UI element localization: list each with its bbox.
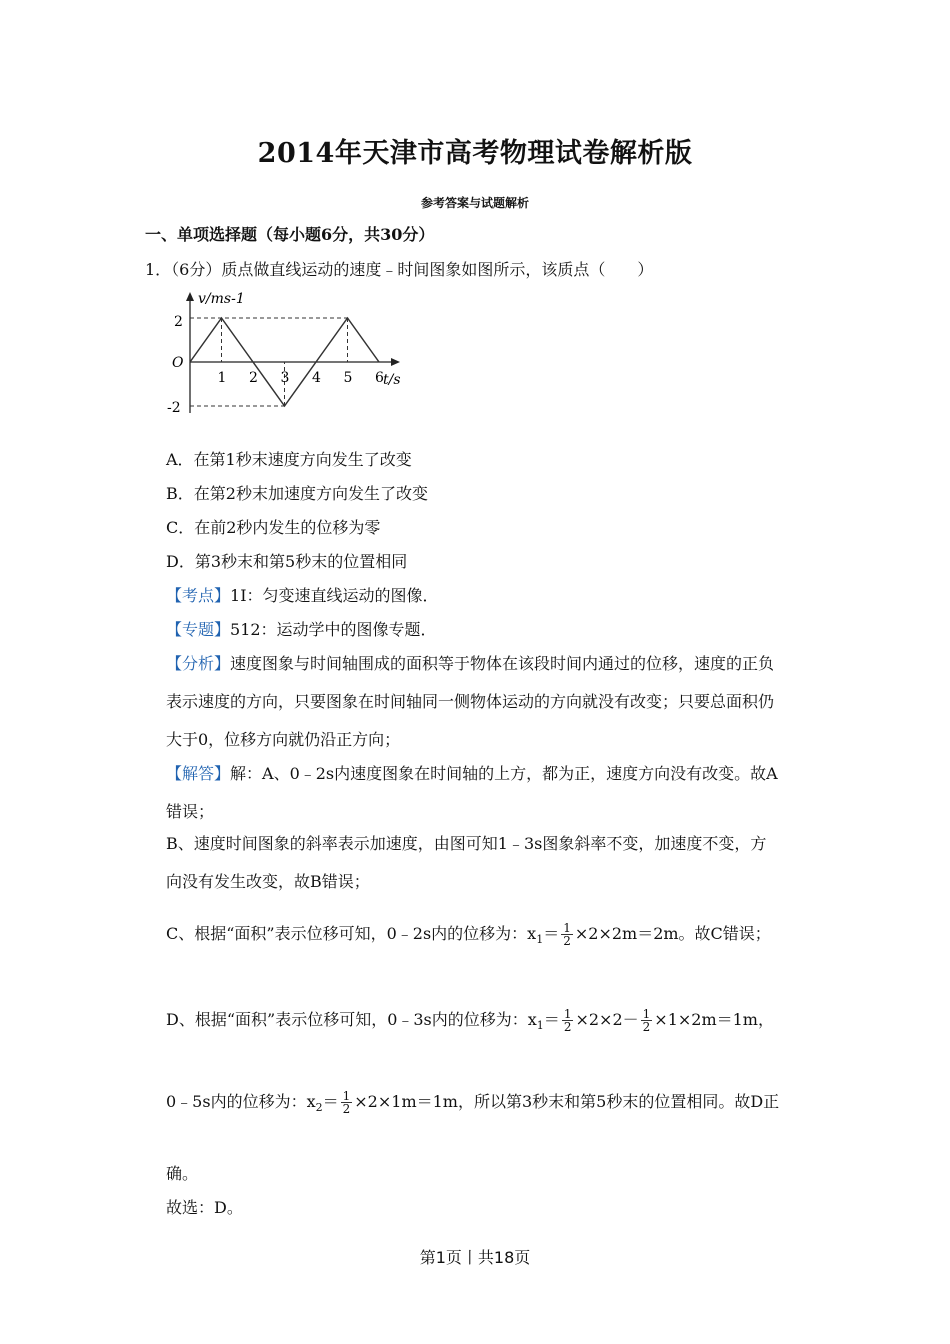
origin-label: O xyxy=(172,355,184,371)
answer-line: 故选：D。 xyxy=(166,1198,243,1217)
x-tick-label: 4 xyxy=(312,370,321,386)
e-result: ×2×1m＝1m，所以第3秒末和第5秒末的位置相同。故D正 xyxy=(354,1092,780,1111)
e-fraction: $\frac{1}{2}$ xyxy=(342,1089,351,1116)
c-equals: ＝ xyxy=(543,924,560,943)
x-axis-label: t/s xyxy=(383,372,401,388)
c-subscript: 1 xyxy=(536,933,544,947)
option-c: C．在前2秒内发生的位移为零 xyxy=(166,518,381,537)
d-text: D、根据“面积”表示位移可知，0﹣3s内的位移为：x xyxy=(166,1010,537,1029)
d-fraction-1: $\frac{1}{2}$ xyxy=(563,1007,572,1034)
jieda-line-4: 向没有发生改变，故B错误； xyxy=(166,872,370,891)
page-footer: 第1页丨共18页 xyxy=(419,1248,531,1267)
d-equals: ＝ xyxy=(543,1010,560,1029)
velocity-time-graph xyxy=(160,288,410,423)
c-fraction: $\frac{1}{2}$ xyxy=(563,921,571,948)
kaodian-line xyxy=(166,586,439,606)
jieda-text-1: 解：A、0﹣2s内速度图象在时间轴的上方，都为正，速度方向没有改变。故A xyxy=(230,764,778,783)
jieda-line-1 xyxy=(166,764,778,784)
option-b: B．在第2秒末加速度方向发生了改变 xyxy=(166,484,428,503)
y-tick-label-neg2: -2 xyxy=(167,400,181,416)
e-equals: ＝ xyxy=(322,1092,339,1111)
fenxi-text-1: 速度图象与时间轴围成的面积等于物体在该段时间内通过的位移，速度的正负 xyxy=(230,654,775,673)
section-heading: 一、单项选择题（每小题6分，共30分） xyxy=(145,225,435,244)
fenxi-line-1 xyxy=(166,654,774,674)
zhuanti-line xyxy=(166,620,437,640)
page-subtitle: 参考答案与试题解析 xyxy=(420,196,529,210)
d-subscript: 1 xyxy=(536,1019,544,1033)
x-tick-label: 6 xyxy=(375,370,384,386)
zhuanti-text: 512：运动学中的图像专题． xyxy=(230,620,437,639)
fenxi-line-3: 大于0，位移方向就仍沿正方向； xyxy=(166,730,401,749)
jieda-line-2: 错误； xyxy=(166,802,215,821)
zhuanti-tag: 【专题】 xyxy=(166,620,231,639)
jieda-tag: 【解答】 xyxy=(166,764,231,783)
d-result: ×1×2m＝1m， xyxy=(654,1010,774,1029)
y-tick-label-2: 2 xyxy=(174,314,183,330)
x-tick-label: 1 xyxy=(217,370,227,386)
y-axis-arrow xyxy=(186,292,194,301)
jieda-e-tail: 确。 xyxy=(166,1164,199,1183)
c-text: C、根据“面积”表示位移可知，0﹣2s内的位移为：x xyxy=(166,924,537,943)
e-text: 0﹣5s内的位移为：x xyxy=(166,1092,316,1111)
x-axis-arrow xyxy=(391,358,400,366)
jieda-e-line xyxy=(166,1090,779,1118)
option-a: A．在第1秒末速度方向发生了改变 xyxy=(166,450,412,469)
jieda-line-3: B、速度时间图象的斜率表示加速度，由图可知1﹣3s图象斜率不变，加速度不变，方 xyxy=(166,834,767,853)
x-tick-label: 2 xyxy=(249,370,258,386)
kaodian-tag: 【考点】 xyxy=(166,586,231,605)
x-tick-label: 5 xyxy=(343,370,353,386)
fenxi-line-2: 表示速度的方向，只要图象在时间轴同一侧物体运动的方向就没有改变；只要总面积仍 xyxy=(166,692,775,711)
question-stem: 1．（6分）质点做直线运动的速度﹣时间图象如图所示，该质点（ ） xyxy=(145,260,654,279)
jieda-c-line xyxy=(166,922,771,950)
c-result: ×2×2m＝2m。故C错误； xyxy=(574,924,771,943)
d-mid: ×2×2－ xyxy=(575,1010,639,1029)
jieda-d-line xyxy=(166,1008,774,1036)
y-axis-label: v/ms-1 xyxy=(198,291,245,307)
option-d: D．第3秒末和第5秒末的位置相同 xyxy=(166,552,408,571)
d-fraction-2: $\frac{1}{2}$ xyxy=(642,1007,651,1034)
fenxi-tag: 【分析】 xyxy=(166,654,231,673)
page-title: 2014年天津市高考物理试卷解析版 xyxy=(257,138,693,169)
kaodian-text: 1I：匀变速直线运动的图像． xyxy=(230,586,439,605)
x-tick-label: 3 xyxy=(280,370,290,386)
e-subscript: 2 xyxy=(315,1101,323,1115)
